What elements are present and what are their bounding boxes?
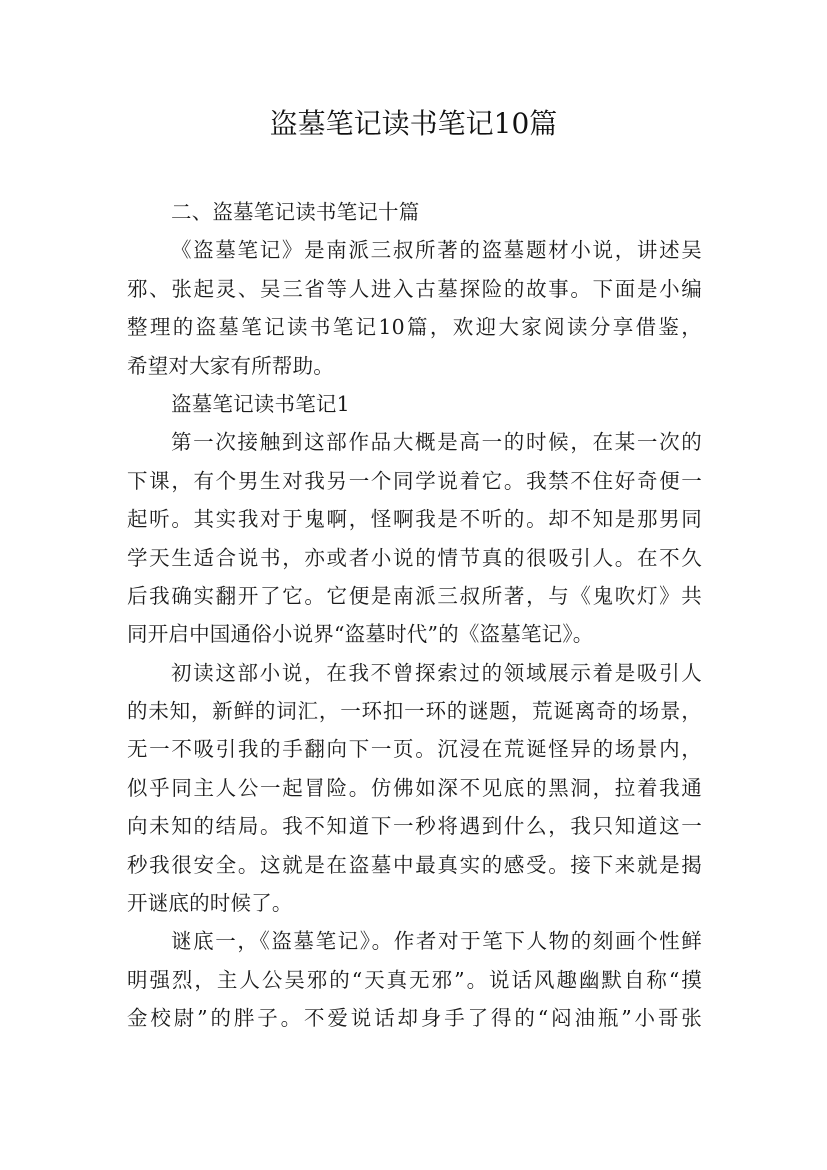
paragraph-line: 似乎同主人公一起冒险。仿佛如深不见底的黑洞，拉着我通 (127, 775, 702, 800)
paragraph-line: 谜底一，《盗墓笔记》。作者对于笔下人物的刻画个性鲜 (171, 929, 702, 954)
document-body (127, 193, 702, 1038)
paragraph-line: 金校尉”的胖子。不爱说话却身手了得的“闷油瓶”小哥张 (127, 1006, 702, 1031)
paragraph-line: 邪、张起灵、吴三省等人进入古墓探险的故事。下面是小编 (127, 276, 702, 301)
paragraph-line: 后我确实翻开了它。它便是南派三叔所著，与《鬼吹灯》共 (127, 583, 702, 608)
paragraph-line: 秒我很安全。这就是在盗墓中最真实的感受。接下来就是揭 (127, 852, 702, 877)
paragraph-line: 无一不吸引我的手翻向下一页。沉浸在荒诞怪异的场景内， (127, 737, 702, 762)
note-heading: 盗墓笔记读书笔记1 (171, 391, 350, 416)
paragraph-line: 同开启中国通俗小说界“盗墓时代”的《盗墓笔记》。 (127, 622, 594, 647)
paragraph-line: 第一次接触到这部作品大概是高一的时候，在某一次的 (171, 430, 702, 455)
section-heading: 二、盗墓笔记读书笔记十篇 (171, 200, 420, 224)
paragraph-line: 向未知的结局。我不知道下一秒将遇到什么，我只知道这一 (127, 814, 702, 839)
paragraph-line: 明强烈，主人公吴邪的“天真无邪”。说话风趣幽默自称“摸 (127, 967, 702, 992)
paragraph-line: 开谜底的时候了。 (127, 891, 293, 916)
paragraph-line: 起听。其实我对于鬼啊，怪啊我是不听的。却不知是那男同 (127, 507, 702, 532)
paragraph-line: 《盗墓笔记》是南派三叔所著的盗墓题材小说，讲述吴 (171, 238, 702, 263)
paragraph-line: 的未知，新鲜的词汇，一环扣一环的谜题，荒诞离奇的场景， (127, 699, 702, 724)
paragraph-line: 学天生适合说书，亦或者小说的情节真的很吸引人。在不久 (127, 545, 702, 570)
paragraph-line: 下课，有个男生对我另一个同学说着它。我禁不住好奇便一 (127, 468, 702, 493)
paragraph-line: 希望对大家有所帮助。 (127, 353, 334, 378)
paragraph-line: 整理的盗墓笔记读书笔记10篇，欢迎大家阅读分享借鉴， (127, 315, 702, 340)
paragraph-line: 初读这部小说，在我不曾探索过的领域展示着是吸引人 (171, 660, 702, 685)
document-title: 盗墓笔记读书笔记10篇 (269, 107, 558, 140)
